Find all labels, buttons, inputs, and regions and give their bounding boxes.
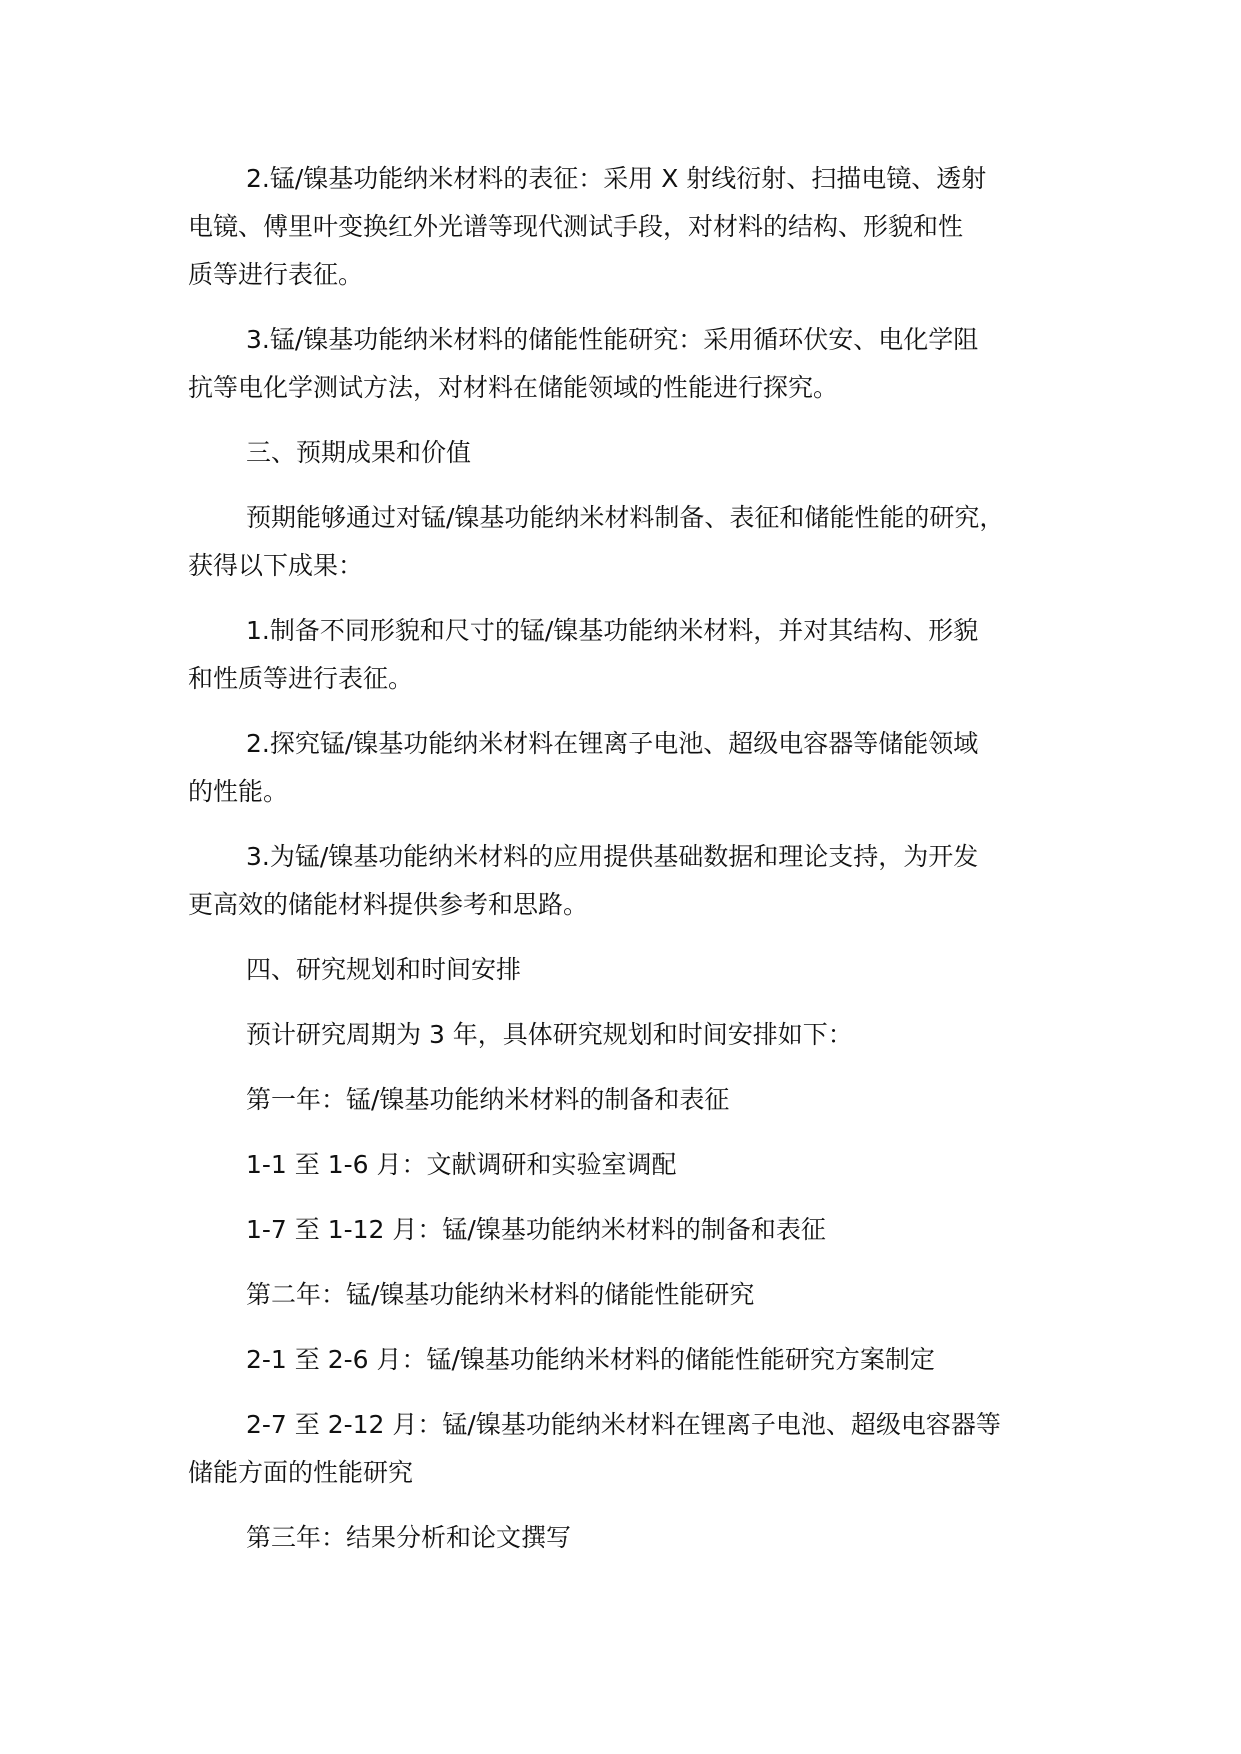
- paragraph-expected-intro: [188, 494, 1083, 590]
- text-line: 1-7 至 1-12 月：锰/镍基功能纳米材料的制备和表征: [246, 1215, 826, 1244]
- paragraph-result-1: [188, 607, 1083, 703]
- paragraph-year-2-months-7-12: [188, 1401, 1083, 1497]
- paragraph-year-1: [188, 1076, 1083, 1124]
- text-line: 更高效的储能材料提供参考和思路。: [188, 890, 589, 919]
- text-line: 1-1 至 1-6 月：文献调研和实验室调配: [246, 1150, 677, 1179]
- text-line: 预期能够通过对锰/镍基功能纳米材料制备、表征和储能性能的研究，: [246, 503, 1005, 532]
- section-heading-expected-results: [188, 429, 1083, 477]
- paragraph-year-2: [188, 1271, 1083, 1319]
- text-line: 3.为锰/镍基功能纳米材料的应用提供基础数据和理论支持，为开发: [246, 842, 979, 871]
- text-line: 第三年：结果分析和论文撰写: [246, 1523, 572, 1552]
- text-line: 2.锰/镍基功能纳米材料的表征：采用 X 射线衍射、扫描电镜、透射: [246, 164, 987, 193]
- paragraph-characterization: [188, 155, 1083, 299]
- text-line: 电镜、傅里叶变换红外光谱等现代测试手段，对材料的结构、形貌和性: [188, 212, 964, 241]
- text-line: 三、预期成果和价值: [246, 438, 472, 467]
- text-line: 和性质等进行表征。: [188, 664, 414, 693]
- text-line: 2-1 至 2-6 月：锰/镍基功能纳米材料的储能性能研究方案制定: [246, 1345, 935, 1374]
- paragraph-result-3: [188, 833, 1083, 929]
- text-line: 1.制备不同形貌和尺寸的锰/镍基功能纳米材料，并对其结构、形貌: [246, 616, 979, 645]
- paragraph-year-3: [188, 1514, 1083, 1562]
- paragraph-energy-storage-study: [188, 316, 1083, 412]
- text-line: 预计研究周期为 3 年，具体研究规划和时间安排如下：: [246, 1020, 853, 1049]
- paragraph-plan-intro: [188, 1011, 1083, 1059]
- paragraph-year-2-months-1-6: [188, 1336, 1083, 1384]
- text-line: 第一年：锰/镍基功能纳米材料的制备和表征: [246, 1085, 730, 1114]
- text-line: 抗等电化学测试方法，对材料在储能领域的性能进行探究。: [188, 373, 839, 402]
- text-line: 储能方面的性能研究: [188, 1458, 414, 1487]
- text-line: 的性能。: [188, 777, 289, 806]
- text-line: 质等进行表征。: [188, 260, 364, 289]
- text-line: 获得以下成果：: [188, 551, 364, 580]
- paragraph-year-1-months-7-12: [188, 1206, 1083, 1254]
- text-line: 2-7 至 2-12 月：锰/镍基功能纳米材料在锂离子电池、超级电容器等: [246, 1410, 1001, 1439]
- text-line: 第二年：锰/镍基功能纳米材料的储能性能研究: [246, 1280, 755, 1309]
- text-line: 四、研究规划和时间安排: [246, 955, 522, 984]
- document-page: [188, 155, 1083, 1579]
- text-line: 2.探究锰/镍基功能纳米材料在锂离子电池、超级电容器等储能领域: [246, 729, 979, 758]
- text-line: 3.锰/镍基功能纳米材料的储能性能研究：采用循环伏安、电化学阻: [246, 325, 979, 354]
- paragraph-result-2: [188, 720, 1083, 816]
- section-heading-research-plan: [188, 946, 1083, 994]
- paragraph-year-1-months-1-6: [188, 1141, 1083, 1189]
